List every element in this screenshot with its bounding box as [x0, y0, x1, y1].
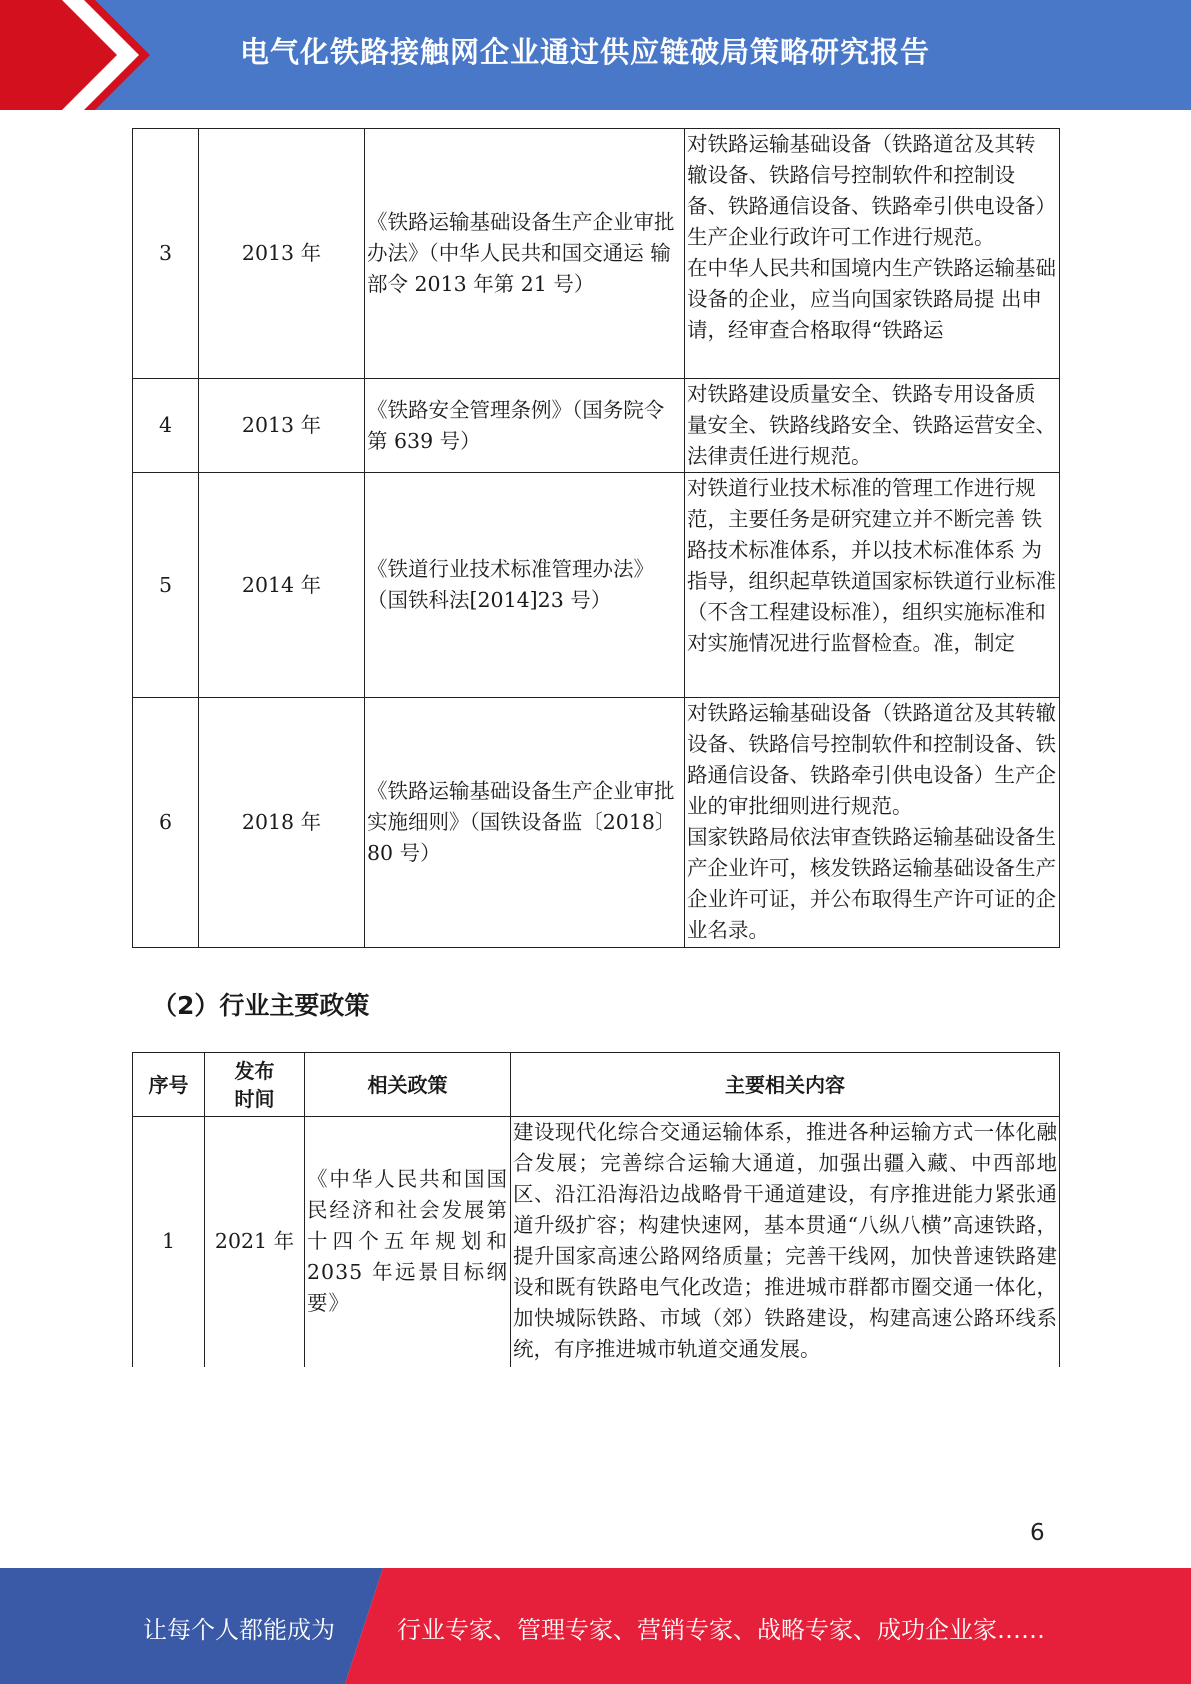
row-year: 2014 年 [199, 473, 365, 698]
header-date: 发布 时间 [205, 1053, 305, 1117]
table-row [133, 129, 1060, 379]
header-no: 序号 [133, 1053, 205, 1117]
row-year: 2013 年 [199, 129, 365, 379]
row-number: 6 [133, 698, 199, 948]
page-number: 6 [1030, 1520, 1045, 1546]
footer-banner [0, 1568, 1191, 1684]
regulation-name: 《铁路运输基础设备生产企业审批办法》（中华人民共和国交通运 输部令 2013 年第 21 号） [365, 129, 685, 379]
row-number: 3 [133, 129, 199, 379]
table-row [133, 379, 1060, 473]
regulation-content: 对铁路运输基础设备（铁路道岔及其转 辙设备、铁路信号控制软件和控制设 备、铁路通信设备、铁路牵引供电设备） 生产企业行政许可工作进行规范。 在中华人民共和国境内生产铁路运输基础设备的企业，应当向国家铁路局提 出申请，经审查合格取得“铁路运 [685, 129, 1060, 379]
row-year: 2013 年 [199, 379, 365, 473]
header-content: 主要相关内容 [511, 1053, 1060, 1117]
regulation-name: 《铁路运输基础设备生产企业审批实施细则》（国铁设备监〔2018〕 80 号） [365, 698, 685, 948]
regulation-content: 对铁道行业技术标准的管理工作进行规范，主要任务是研究建立并不断完善 铁路技术标准体系，并以技术标准体系 为指导，组织起草铁道国家标铁道行业标准（不含工程建设标准），组织实施标准和对实施情况进行监督检查。准，制定 [685, 473, 1060, 698]
row-year: 2018 年 [199, 698, 365, 948]
regulation-content: 对铁路运输基础设备（铁路道岔及其转辙设备、铁路信号控制软件和控制设备、铁路通信设备、铁路牵引供电设备）生产企业的审批细则进行规范。 国家铁路局依法审查铁路运输基础设备生产企业许可，核发铁路运输基础设备生产企业许可证，并公布取得生产许可证的企业名录。 [685, 698, 1060, 948]
row-number: 4 [133, 379, 199, 473]
table-row [133, 473, 1060, 698]
header-policy: 相关政策 [305, 1053, 511, 1117]
table-row [133, 698, 1060, 948]
policy-table [132, 1052, 1060, 1367]
section-heading: （2）行业主要政策 [152, 991, 370, 1020]
row-year: 2021 年 [205, 1117, 305, 1367]
table-header-row [133, 1053, 1060, 1117]
policy-name: 《中华人民共和国国民经济和社会发展第十四个五年规划和 2035 年远景目标纲要》 [305, 1117, 511, 1367]
header-banner [0, 0, 1191, 110]
regulation-content: 对铁路建设质量安全、铁路专用设备质 量安全、铁路线路安全、铁路运营安全、 法律责任进行规范。 [685, 379, 1060, 473]
regulation-name: 《铁道行业技术标准管理办法》（国铁科法[2014]23 号） [365, 473, 685, 698]
regulation-name: 《铁路安全管理条例》（国务院令 第 639 号） [365, 379, 685, 473]
footer-slogan-left: 让每个人都能成为 [143, 1616, 335, 1644]
row-number: 5 [133, 473, 199, 698]
row-number: 1 [133, 1117, 205, 1367]
policy-content: 建设现代化综合交通运输体系，推进各种运输方式一体化融合发展；完善综合运输大通道，加强出疆入藏、中西部地区、沿江沿海沿边战略骨干通道建设，有序推进能力紧张通道升级扩容；构建快速网，基本贯通“八纵八横”高速铁路，提升国家高速公路网络质量；完善干线网，加快普速铁路建设和既有铁路电气化改造；推进城市群都市圈交通一体化，加快城际铁路、市域（郊）铁路建设，构建高速公路环线系统，有序推进城市轨道交通发展。 [511, 1117, 1060, 1367]
report-title: 电气化铁路接触网企业通过供应链破局策略研究报告 [240, 35, 931, 69]
table-row [133, 1117, 1060, 1367]
regulations-table [132, 128, 1060, 948]
footer-slogan-right: 行业专家、管理专家、营销专家、战略专家、成功企业家…… [397, 1616, 1045, 1644]
